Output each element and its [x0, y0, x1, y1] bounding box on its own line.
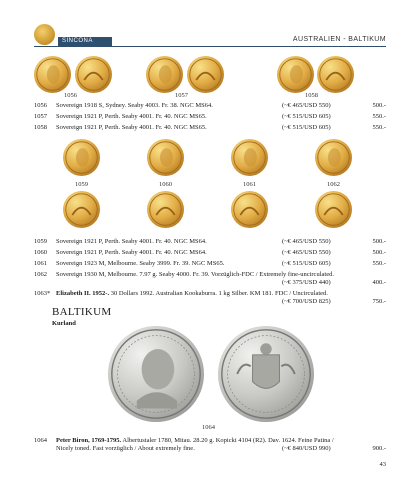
coin-image — [108, 326, 204, 422]
coin-image — [218, 326, 314, 422]
coin-label-1058: 1058 — [305, 92, 318, 99]
coin-label-1062: 1062 — [327, 181, 340, 188]
lot-estimate: (~€ 465/USD 550) — [282, 249, 331, 256]
lot-estimate: (~€ 515/USD 605) — [282, 113, 331, 120]
lot-price: 550.- — [372, 113, 386, 120]
lot-description: Sovereign 1923 M, Melbourne. Seaby 3999. Fr. 39. NGC MS65. — [56, 260, 225, 267]
lot-description-text: Albertustaler 1780, Mitau. 28.20 g. Kopicki 4104 (R2). Dav. 1624. Feine Patina / — [121, 437, 334, 444]
coin-label-1060: 1060 — [159, 181, 172, 188]
coin-label-1061: 1061 — [243, 181, 256, 188]
coin-image — [63, 139, 100, 176]
lot-number: 1060 — [34, 249, 47, 256]
coin-image — [277, 56, 314, 93]
page-header-title: AUSTRALIEN - BALTIKUM — [292, 36, 386, 43]
lot-estimate: (~€ 515/USD 605) — [282, 124, 331, 131]
lot-price: 500.- — [372, 238, 386, 245]
coin-label-1059: 1059 — [75, 181, 88, 188]
lot-price: 900.- — [372, 445, 386, 452]
lot-description: Sovereign 1921 P, Perth. Seaby 4001. Fr. 40. NGC MS64. — [56, 238, 207, 245]
lot-description — [56, 290, 328, 298]
lot-estimate: (~€ 465/USD 550) — [282, 238, 331, 245]
coin-image — [147, 191, 184, 228]
lot-price: 550.- — [372, 260, 386, 267]
coin-image — [231, 139, 268, 176]
lot-ruler: Peter Biron, 1769-1795. — [56, 437, 122, 444]
lot-description: Sovereign 1921 P, Perth. Seaby 4001. Fr. 40. NGC MS64. — [56, 249, 207, 256]
lot-number: 1059 — [34, 238, 47, 245]
lot-number: 1061 — [34, 260, 47, 267]
coin-image — [231, 191, 268, 228]
lot-price: 500.- — [372, 102, 386, 109]
lot-number: 1063* — [34, 290, 51, 297]
lot-description: Sovereign 1918 S, Sydney. Seaby 4003. Fr. 38. NGC MS64. — [56, 102, 213, 109]
coin-image — [34, 56, 71, 93]
lot-ruler: Elizabeth II. 1952-. — [56, 290, 110, 297]
header-rule — [34, 46, 386, 47]
coin-label-1064: 1064 — [202, 424, 215, 431]
coin-image — [187, 56, 224, 93]
lot-description: Sovereign 1921 P, Perth. Seaby 4001. Fr. 40. NGC MS65. — [56, 113, 207, 120]
coin-image — [315, 139, 352, 176]
lot-description: Sovereign 1921 P, Perth. Seaby 4001. Fr. 40. NGC MS65. — [56, 124, 207, 131]
lot-description: Sovereign 1930 M, Melbourne. 7.97 g. Seaby 4000. Fr. 39. Vorzüglich-FDC / Extremely fine-uncirculated. — [56, 271, 334, 278]
lot-estimate: (~€ 465/USD 550) — [282, 102, 331, 109]
lot-description-text: 30 Dollars 1992. Australian Kookaburra. 1 kg Silber. KM 181. FDC / Uncirculated. — [109, 290, 328, 297]
coin-image — [147, 139, 184, 176]
coin-image — [75, 56, 112, 93]
lot-estimate: (~€ 515/USD 605) — [282, 260, 331, 267]
sincona-logo-coin — [34, 24, 55, 45]
lot-number: 1056 — [34, 102, 47, 109]
lot-estimate: (~€ 375/USD 440) — [282, 279, 331, 286]
lot-price: 750.- — [372, 298, 386, 305]
lot-number: 1058 — [34, 124, 47, 131]
lot-estimate: (~€ 700/USD 825) — [282, 298, 331, 305]
lot-estimate: (~€ 840/USD 990) — [282, 445, 331, 452]
lot-number: 1062 — [34, 271, 47, 278]
lot-description — [56, 437, 334, 445]
coin-image — [315, 191, 352, 228]
lot-price: 550.- — [372, 124, 386, 131]
section-subtitle: Kurland — [52, 320, 76, 327]
lot-price: 400.- — [372, 279, 386, 286]
brand-bar: SINCONA — [58, 37, 112, 46]
coin-image — [317, 56, 354, 93]
page-number: 43 — [379, 461, 386, 468]
lot-price: 500.- — [372, 249, 386, 256]
lot-description-line2: Nicely toned. Fast vorzüglich / About extremely fine. — [56, 445, 195, 452]
lot-number: 1064 — [34, 437, 47, 444]
coin-image — [63, 191, 100, 228]
coin-image — [146, 56, 183, 93]
lot-number: 1057 — [34, 113, 47, 120]
coin-label-1057: 1057 — [175, 92, 188, 99]
coin-label-1056: 1056 — [64, 92, 77, 99]
section-title: BALTIKUM — [52, 306, 112, 318]
